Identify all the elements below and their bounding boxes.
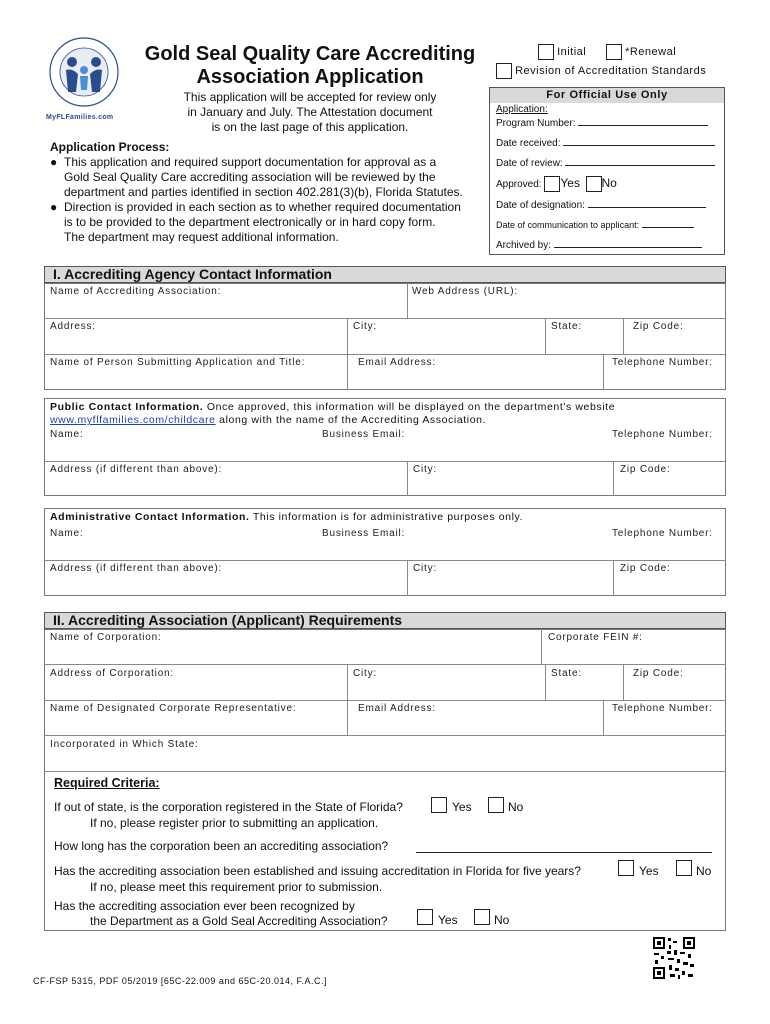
q1-text: If out of state, is the corporation registered in the State of Florida?	[54, 800, 403, 814]
address-label: Address:	[50, 321, 96, 332]
revision-option[interactable]	[496, 63, 706, 79]
q4-line2: the Department as a Gold Seal Accrediting Association?	[90, 914, 388, 928]
corp-address-field[interactable]	[46, 678, 346, 698]
admin-city-field[interactable]	[410, 573, 610, 593]
public-name-field[interactable]	[46, 439, 306, 459]
criteria-title: Required Criteria:	[54, 776, 160, 790]
bullet-icon: ●	[50, 200, 58, 214]
corp-address-label: Address of Corporation:	[50, 668, 175, 679]
web-field[interactable]	[410, 296, 724, 316]
admin-zip-label: Zip Code:	[620, 563, 671, 574]
admin-phone-label: Telephone Number:	[612, 528, 713, 539]
date-received-row	[496, 138, 715, 149]
q4-line1: Has the accrediting association ever been recognized by	[54, 899, 355, 913]
phone-label: Telephone Number:	[612, 357, 713, 368]
admin-phone-field[interactable]	[608, 538, 724, 558]
initial-checkbox[interactable]	[538, 44, 554, 60]
corp-name-field[interactable]	[46, 642, 536, 662]
intro-line-1: This application will be accepted for review only	[183, 90, 437, 104]
person-label: Name of Person Submitting Application and Title:	[50, 357, 306, 368]
date-received-label: Date received:	[496, 138, 561, 149]
public-city-label: City:	[413, 464, 437, 475]
corp-name-label: Name of Corporation:	[50, 632, 162, 643]
approved-label: Approved:	[496, 179, 542, 190]
date-review-label: Date of review:	[496, 158, 563, 169]
q3-note: If no, please meet this requirement prior to submission.	[90, 880, 383, 894]
q1-yes-checkbox[interactable]	[431, 797, 447, 813]
archived-label: Archived by:	[496, 240, 552, 251]
public-address-field[interactable]	[46, 474, 396, 494]
process-bullet-2	[50, 200, 490, 245]
program-number-row	[496, 118, 708, 129]
public-email-field[interactable]	[318, 439, 598, 459]
admin-contact-text: This information is for administrative purposes only.	[249, 511, 524, 523]
public-email-label: Business Email:	[322, 429, 406, 440]
intro-text	[160, 90, 460, 135]
city-field[interactable]	[352, 331, 542, 351]
fein-field[interactable]	[544, 642, 724, 662]
renewal-checkbox[interactable]	[606, 44, 622, 60]
date-designation-row	[496, 200, 706, 211]
admin-name-label: Name:	[50, 528, 84, 539]
process-b2-line3: The department may request additional information.	[64, 230, 339, 244]
corp-state-field[interactable]	[548, 678, 618, 698]
title-line-1: Gold Seal Quality Care Accrediting	[144, 43, 476, 65]
rep-phone-field[interactable]	[608, 713, 724, 733]
admin-address-field[interactable]	[46, 573, 396, 593]
section-1-heading: I. Accrediting Agency Contact Information	[44, 266, 726, 283]
date-designation-field[interactable]	[588, 207, 706, 208]
corp-state-label: State:	[551, 668, 582, 679]
incorporated-label: Incorporated in Which State:	[50, 739, 199, 750]
q1-no-label: No	[508, 800, 524, 814]
rep-email-field[interactable]	[352, 713, 602, 733]
public-city-field[interactable]	[410, 474, 610, 494]
admin-contact-intro	[50, 511, 523, 523]
approved-row	[496, 176, 617, 192]
process-bullet-1	[50, 155, 490, 200]
q4-no-label: No	[494, 913, 510, 927]
process-b1-line3: department and parties identified in section 402.281(3)(b), Florida Statutes.	[64, 185, 463, 199]
email-label: Email Address:	[358, 357, 436, 368]
person-field[interactable]	[46, 367, 346, 387]
qr-code	[652, 936, 696, 980]
date-communication-row	[496, 220, 694, 230]
public-contact-text: Once approved, this information will be displayed on the department's website	[203, 401, 616, 413]
admin-city-label: City:	[413, 563, 437, 574]
date-designation-label: Date of designation:	[496, 200, 585, 211]
q1-note: If no, please register prior to submitting an application.	[90, 816, 379, 830]
admin-zip-field[interactable]	[616, 573, 724, 593]
archived-row	[496, 240, 702, 251]
title-line-2: Association Application	[196, 66, 424, 88]
revision-checkbox[interactable]	[496, 63, 512, 79]
q2-answer-field[interactable]	[416, 852, 712, 853]
date-review-field[interactable]	[565, 165, 715, 166]
admin-name-field[interactable]	[46, 538, 306, 558]
date-communication-field[interactable]	[642, 227, 694, 228]
renewal-label: *Renewal	[625, 45, 677, 58]
corp-city-field[interactable]	[352, 678, 542, 698]
q3-yes-checkbox[interactable]	[618, 860, 634, 876]
q3-yes-label: Yes	[639, 864, 659, 878]
zip-label: Zip Code:	[633, 321, 684, 332]
official-use-box	[489, 87, 725, 255]
phone-field[interactable]	[608, 367, 724, 387]
process-b2-line2: is to be provided to the department electronically or in hard copy form.	[64, 215, 436, 229]
page-title	[130, 43, 490, 89]
admin-address-label: Address (if different than above):	[50, 563, 223, 574]
assoc-name-label: Name of Accrediting Association:	[50, 286, 222, 297]
incorporated-field[interactable]	[46, 749, 724, 769]
q1-no-checkbox[interactable]	[488, 797, 504, 813]
form-id-footer: CF-FSP 5315, PDF 05/2019 [65C-22.009 and 65C-20.014, F.A.C.]	[33, 976, 327, 986]
public-zip-label: Zip Code:	[620, 464, 671, 475]
web-label: Web Address (URL):	[412, 286, 518, 297]
q3-no-checkbox[interactable]	[676, 860, 692, 876]
q4-yes-label: Yes	[438, 913, 458, 927]
intro-line-3: is on the last page of this application.	[211, 120, 409, 134]
state-field[interactable]	[548, 331, 618, 351]
rep-field[interactable]	[46, 713, 346, 733]
public-contact-title: Public Contact Information.	[50, 401, 204, 413]
program-number-field[interactable]	[578, 125, 708, 126]
q4-no-checkbox[interactable]	[474, 909, 490, 925]
fein-label: Corporate FEIN #:	[548, 632, 643, 643]
process-b1-line2: Gold Seal Quality Care accrediting association will be reviewed by the	[64, 170, 436, 184]
public-address-label: Address (if different than above):	[50, 464, 223, 475]
public-contact-text2: along with the name of the Accrediting Association.	[215, 414, 487, 426]
q3-text: Has the accrediting association been established and issuing accreditation in Florida for five years?	[54, 864, 581, 878]
application-process	[50, 140, 490, 245]
initial-option[interactable]	[538, 44, 586, 60]
intro-line-2: in January and July. The Attestation document	[187, 105, 433, 119]
process-b1-line1: This application and required support documentation for approval as a	[64, 155, 437, 169]
address-field[interactable]	[46, 331, 346, 351]
rep-label: Name of Designated Corporate Representative:	[50, 703, 297, 714]
process-b2-line1: Direction is provided in each section as to whether required documentation	[64, 200, 461, 214]
public-phone-field[interactable]	[608, 439, 724, 459]
approved-no-label: No	[601, 176, 617, 190]
date-communication-label: Date of communication to applicant:	[496, 220, 640, 230]
corp-city-label: City:	[353, 668, 377, 679]
approved-yes-checkbox[interactable]	[544, 176, 560, 192]
corp-zip-field[interactable]	[628, 678, 724, 698]
rep-phone-label: Telephone Number:	[612, 703, 713, 714]
q4-yes-checkbox[interactable]	[417, 909, 433, 925]
process-title: Application Process:	[50, 140, 170, 154]
archived-field[interactable]	[554, 247, 702, 248]
city-label: City:	[353, 321, 377, 332]
public-contact-intro	[50, 401, 720, 427]
corp-zip-label: Zip Code:	[633, 668, 684, 679]
revision-label: Revision of Accreditation Standards	[515, 64, 707, 77]
dcf-logo	[40, 34, 128, 124]
renewal-option[interactable]	[606, 44, 676, 60]
assoc-name-field[interactable]	[46, 296, 406, 316]
q3-no-label: No	[696, 864, 712, 878]
public-phone-label: Telephone Number:	[612, 429, 713, 440]
official-use-title: For Official Use Only	[490, 88, 724, 103]
admin-email-field[interactable]	[318, 538, 598, 558]
date-received-field[interactable]	[563, 145, 715, 146]
q2-text: How long has the corporation been an accrediting association?	[54, 839, 389, 853]
bullet-icon: ●	[50, 155, 58, 169]
official-application-label: Application:	[496, 104, 548, 115]
q1-yes-label: Yes	[452, 800, 472, 814]
state-label: State:	[551, 321, 582, 332]
program-number-label: Program Number:	[496, 118, 576, 129]
admin-contact-title: Administrative Contact Information.	[50, 511, 250, 523]
logo-site-text: MyFLFamilies.com	[46, 114, 114, 121]
date-review-row	[496, 158, 715, 169]
email-field[interactable]	[352, 367, 602, 387]
public-name-label: Name:	[50, 429, 84, 440]
section-2-heading: II. Accrediting Association (Applicant) Requirements	[44, 612, 726, 629]
initial-label: Initial	[557, 45, 587, 58]
approved-yes-label: Yes	[560, 176, 580, 190]
public-zip-field[interactable]	[616, 474, 724, 494]
approved-no-checkbox[interactable]	[586, 176, 602, 192]
zip-field[interactable]	[628, 331, 724, 351]
childcare-link[interactable]: www.myflfamilies.com/childcare	[50, 414, 216, 426]
admin-email-label: Business Email:	[322, 528, 406, 539]
rep-email-label: Email Address:	[358, 703, 436, 714]
